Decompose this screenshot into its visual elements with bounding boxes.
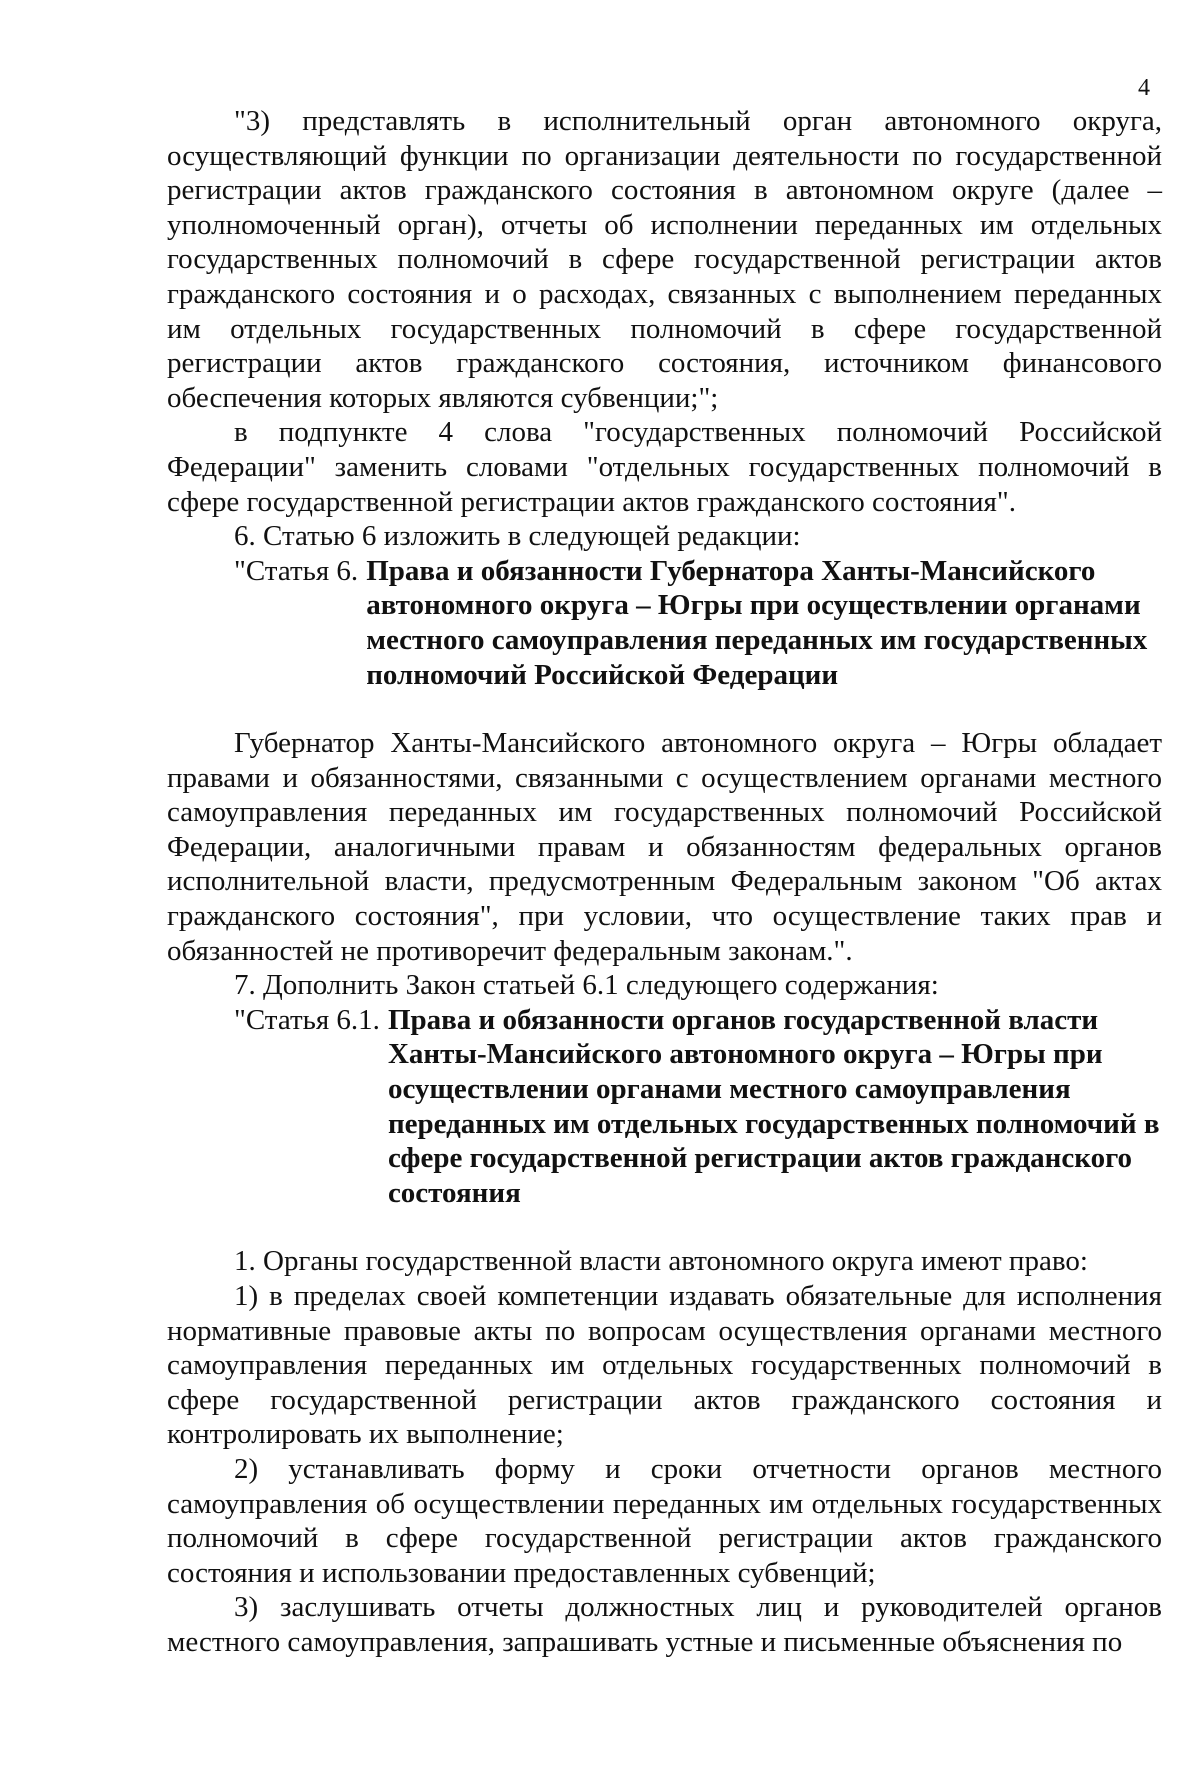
spacer — [167, 692, 1162, 726]
paragraph-subitem-4-amendment: в подпункте 4 слова "государственных полномочий Российской Федерации" заменить словами "отдельных государственных полномочий в сфере государственной регистрации актов гражданского состояния". — [167, 416, 1162, 518]
article-6-heading — [167, 554, 1162, 692]
paragraph-item-6: 6. Статью 6 изложить в следующей редакции: — [234, 520, 801, 553]
paragraph-subitem-3: "3) представлять в исполнительный орган автономного округа, осуществляющий функции по организации деятельности по государственной регистрации актов гражданского состояния в автономном округе (далее – уполномоченный орган), отчеты об исполнении переданных им отдельных государственных полномочий в сфере государственной регистрации актов гражданского состояния и о расходах, связанных с выполнением переданных им отдельных государственных полномочий в сфере государственной регистрации актов гражданского состояния, источником финансового обеспечения которых являются субвенции;"; — [167, 105, 1162, 414]
paragraph-right-2: 2) устанавливать форму и сроки отчетности органов местного самоуправления об осуществлении переданных им отдельных государственных полномочий в сфере государственной регистрации актов гражданского состояния и использовании предоставленных субвенций; — [167, 1452, 1162, 1589]
page-number: 4 — [1138, 75, 1150, 101]
paragraph-item-7: 7. Дополнить Закон статьей 6.1 следующего содержания: — [234, 969, 939, 1002]
paragraph-article-6-text: Губернатор Ханты-Мансийского автономного округа – Югры обладает правами и обязанностями, связанными с осуществлением органами местного самоуправления переданных им государственных полномочий Российской Федерации, аналогичными правам и обязанностям федеральных органов исполнительной власти, предусмотренным Федеральным законом "Об актах гражданского состояния", при условии, что осуществление таких прав и обязанностей не противоречит федеральным законам.". — [167, 727, 1162, 967]
document-body — [167, 104, 1162, 1660]
paragraph-right-1: 1) в пределах своей компетенции издавать обязательные для исполнения нормативные правовые акты по вопросам осуществления органами местного самоуправления переданных им отдельных государственных полномочий в сфере государственной регистрации актов гражданского состояния и контролировать их выполнение; — [167, 1280, 1162, 1451]
article-6-1-heading — [167, 1003, 1162, 1211]
paragraph-right-3: 3) заслушивать отчеты должностных лиц и руководителей органов местного самоуправления, запрашивать устные и письменные объяснения по — [167, 1591, 1162, 1658]
spacer — [167, 1210, 1162, 1244]
paragraph-rights-intro: 1. Органы государственной власти автономного округа имеют право: — [234, 1245, 1088, 1278]
article-6-1-title: Права и обязанности органов государственной власти Ханты-Мансийского автономного округа – Югры при осуществлении органами местного самоуправления переданных им отдельных государственных полномочий в сфере государственной регистрации актов гражданского состояния — [387, 1003, 1160, 1209]
article-6-label: "Статья 6. — [234, 554, 359, 587]
article-6-1-label: "Статья 6.1. — [234, 1003, 380, 1036]
article-6-title: Права и обязанности Губернатора Ханты-Мансийского автономного округа – Югры при осуществлении органами местного самоуправления переданных им государственных полномочий Российской Федерации — [366, 554, 1148, 691]
